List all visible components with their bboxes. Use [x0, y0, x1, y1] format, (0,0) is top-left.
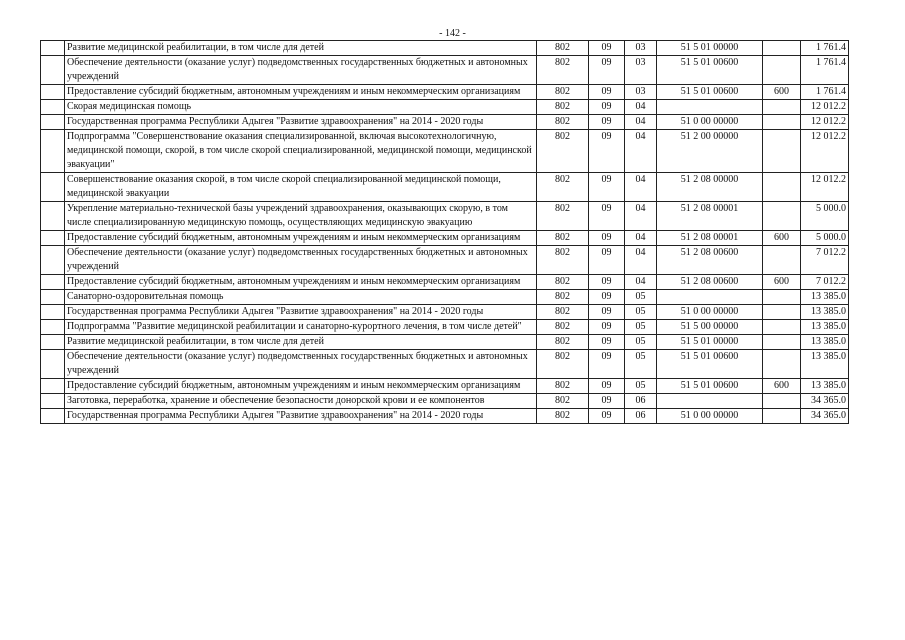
department-code-cell: 802: [537, 394, 589, 409]
department-code-cell: 802: [537, 350, 589, 379]
item-name-cell: Заготовка, переработка, хранение и обеспечение безопасности донорской крови и ее компонентов: [65, 394, 537, 409]
expense-type-cell: [763, 305, 801, 320]
amount-cell: 1 761.4: [801, 41, 849, 56]
amount-cell: 13 385.0: [801, 379, 849, 394]
table-row: [41, 173, 849, 202]
department-code-cell: 802: [537, 335, 589, 350]
row-margin-cell: [41, 409, 65, 424]
amount-cell: 13 385.0: [801, 320, 849, 335]
department-code-cell: 802: [537, 130, 589, 173]
target-article-cell: 51 5 01 00000: [657, 41, 763, 56]
subsection-code-cell: 05: [625, 320, 657, 335]
amount-cell: 7 012.2: [801, 275, 849, 290]
amount-cell: 12 012.2: [801, 130, 849, 173]
subsection-code-cell: 04: [625, 100, 657, 115]
department-code-cell: 802: [537, 305, 589, 320]
target-article-cell: 51 2 08 00600: [657, 275, 763, 290]
section-code-cell: 09: [589, 409, 625, 424]
section-code-cell: 09: [589, 173, 625, 202]
target-article-cell: 51 2 08 00001: [657, 231, 763, 246]
subsection-code-cell: 04: [625, 246, 657, 275]
section-code-cell: 09: [589, 290, 625, 305]
table-row: [41, 231, 849, 246]
row-margin-cell: [41, 394, 65, 409]
department-code-cell: 802: [537, 320, 589, 335]
expense-type-cell: [763, 335, 801, 350]
row-margin-cell: [41, 56, 65, 85]
item-name-cell: Совершенствование оказания скорой, в том числе скорой специализированной медицинской помощи, медицинской эвакуации: [65, 173, 537, 202]
item-name-cell: Государственная программа Республики Адыгея "Развитие здравоохранения" на 2014 - 2020 годы: [65, 115, 537, 130]
amount-cell: 34 365.0: [801, 409, 849, 424]
table-row: [41, 320, 849, 335]
table-row: [41, 115, 849, 130]
section-code-cell: 09: [589, 202, 625, 231]
item-name-cell: Обеспечение деятельности (оказание услуг) подведомственных государственных бюджетных и автономных учреждений: [65, 246, 537, 275]
target-article-cell: 51 5 00 00000: [657, 320, 763, 335]
table-row: [41, 100, 849, 115]
table-row: [41, 202, 849, 231]
item-name-cell: Укрепление материально-технической базы учреждений здравоохранения, оказывающих скорую, в том числе специализированную медицинскую помощь, осуществляющих медицинскую эвакуацию: [65, 202, 537, 231]
target-article-cell: 51 2 00 00000: [657, 130, 763, 173]
expense-type-cell: [763, 246, 801, 275]
section-code-cell: 09: [589, 115, 625, 130]
row-margin-cell: [41, 100, 65, 115]
subsection-code-cell: 04: [625, 231, 657, 246]
subsection-code-cell: 04: [625, 275, 657, 290]
department-code-cell: 802: [537, 202, 589, 231]
target-article-cell: 51 2 08 00000: [657, 173, 763, 202]
section-code-cell: 09: [589, 231, 625, 246]
row-margin-cell: [41, 305, 65, 320]
item-name-cell: Предоставление субсидий бюджетным, автономным учреждениям и иным некоммерческим организациям: [65, 275, 537, 290]
section-code-cell: 09: [589, 246, 625, 275]
expense-type-cell: 600: [763, 85, 801, 100]
department-code-cell: 802: [537, 115, 589, 130]
row-margin-cell: [41, 350, 65, 379]
item-name-cell: Предоставление субсидий бюджетным, автономным учреждениям и иным некоммерческим организациям: [65, 85, 537, 100]
target-article-cell: 51 0 00 00000: [657, 115, 763, 130]
item-name-cell: Государственная программа Республики Адыгея "Развитие здравоохранения" на 2014 - 2020 годы: [65, 305, 537, 320]
row-margin-cell: [41, 85, 65, 100]
subsection-code-cell: 06: [625, 409, 657, 424]
amount-cell: 1 761.4: [801, 85, 849, 100]
amount-cell: 13 385.0: [801, 350, 849, 379]
table-row: [41, 335, 849, 350]
table-row: [41, 305, 849, 320]
table-body: [41, 41, 849, 424]
amount-cell: 12 012.2: [801, 115, 849, 130]
expense-type-cell: [763, 130, 801, 173]
department-code-cell: 802: [537, 100, 589, 115]
amount-cell: 7 012.2: [801, 246, 849, 275]
expense-type-cell: [763, 202, 801, 231]
section-code-cell: 09: [589, 56, 625, 85]
expense-type-cell: [763, 41, 801, 56]
row-margin-cell: [41, 173, 65, 202]
expense-type-cell: [763, 350, 801, 379]
target-article-cell: [657, 100, 763, 115]
subsection-code-cell: 05: [625, 305, 657, 320]
amount-cell: 13 385.0: [801, 305, 849, 320]
row-margin-cell: [41, 41, 65, 56]
section-code-cell: 09: [589, 41, 625, 56]
department-code-cell: 802: [537, 275, 589, 290]
subsection-code-cell: 03: [625, 85, 657, 100]
row-margin-cell: [41, 379, 65, 394]
department-code-cell: 802: [537, 231, 589, 246]
target-article-cell: [657, 394, 763, 409]
expense-type-cell: [763, 56, 801, 85]
item-name-cell: Подпрограмма "Совершенствование оказания специализированной, включая высокотехнологичную, медицинской помощи, скорой, в том числе скорой специализированной, медицинской помощи, медицинской эвакуации": [65, 130, 537, 173]
department-code-cell: 802: [537, 246, 589, 275]
subsection-code-cell: 05: [625, 335, 657, 350]
subsection-code-cell: 04: [625, 115, 657, 130]
target-article-cell: 51 0 00 00000: [657, 305, 763, 320]
subsection-code-cell: 05: [625, 379, 657, 394]
subsection-code-cell: 05: [625, 350, 657, 379]
amount-cell: 5 000.0: [801, 202, 849, 231]
expense-type-cell: [763, 115, 801, 130]
row-margin-cell: [41, 246, 65, 275]
section-code-cell: 09: [589, 350, 625, 379]
expense-type-cell: [763, 100, 801, 115]
item-name-cell: Предоставление субсидий бюджетным, автономным учреждениям и иным некоммерческим организациям: [65, 231, 537, 246]
expense-type-cell: [763, 320, 801, 335]
item-name-cell: Обеспечение деятельности (оказание услуг) подведомственных государственных бюджетных и автономных учреждений: [65, 56, 537, 85]
item-name-cell: Санаторно-оздоровительная помощь: [65, 290, 537, 305]
row-margin-cell: [41, 231, 65, 246]
target-article-cell: [657, 290, 763, 305]
department-code-cell: 802: [537, 41, 589, 56]
row-margin-cell: [41, 290, 65, 305]
item-name-cell: Обеспечение деятельности (оказание услуг) подведомственных государственных бюджетных и автономных учреждений: [65, 350, 537, 379]
expense-type-cell: [763, 409, 801, 424]
table-row: [41, 290, 849, 305]
target-article-cell: 51 5 01 00600: [657, 85, 763, 100]
table-row: [41, 275, 849, 290]
budget-table: [40, 40, 849, 424]
section-code-cell: 09: [589, 335, 625, 350]
target-article-cell: 51 5 01 00600: [657, 350, 763, 379]
section-code-cell: 09: [589, 275, 625, 290]
section-code-cell: 09: [589, 130, 625, 173]
subsection-code-cell: 03: [625, 56, 657, 85]
department-code-cell: 802: [537, 173, 589, 202]
row-margin-cell: [41, 115, 65, 130]
amount-cell: 34 365.0: [801, 394, 849, 409]
item-name-cell: Развитие медицинской реабилитации, в том числе для детей: [65, 335, 537, 350]
row-margin-cell: [41, 335, 65, 350]
item-name-cell: Государственная программа Республики Адыгея "Развитие здравоохранения" на 2014 - 2020 годы: [65, 409, 537, 424]
amount-cell: 13 385.0: [801, 290, 849, 305]
target-article-cell: 51 5 01 00000: [657, 335, 763, 350]
target-article-cell: 51 2 08 00001: [657, 202, 763, 231]
section-code-cell: 09: [589, 100, 625, 115]
table-row: [41, 350, 849, 379]
subsection-code-cell: 04: [625, 130, 657, 173]
department-code-cell: 802: [537, 409, 589, 424]
item-name-cell: Скорая медицинская помощь: [65, 100, 537, 115]
expense-type-cell: [763, 173, 801, 202]
section-code-cell: 09: [589, 320, 625, 335]
amount-cell: 12 012.2: [801, 100, 849, 115]
target-article-cell: 51 0 00 00000: [657, 409, 763, 424]
section-code-cell: 09: [589, 394, 625, 409]
row-margin-cell: [41, 130, 65, 173]
amount-cell: 13 385.0: [801, 335, 849, 350]
table-row: [41, 379, 849, 394]
item-name-cell: Предоставление субсидий бюджетным, автономным учреждениям и иным некоммерческим организациям: [65, 379, 537, 394]
section-code-cell: 09: [589, 379, 625, 394]
table-row: [41, 85, 849, 100]
item-name-cell: Подпрограмма "Развитие медицинской реабилитации и санаторно-курортного лечения, в том числе детей": [65, 320, 537, 335]
expense-type-cell: 600: [763, 379, 801, 394]
page-number: - 142 -: [439, 28, 466, 39]
amount-cell: 5 000.0: [801, 231, 849, 246]
row-margin-cell: [41, 202, 65, 231]
expense-type-cell: 600: [763, 231, 801, 246]
department-code-cell: 802: [537, 85, 589, 100]
subsection-code-cell: 03: [625, 41, 657, 56]
target-article-cell: 51 2 08 00600: [657, 246, 763, 275]
table-row: [41, 41, 849, 56]
amount-cell: 12 012.2: [801, 173, 849, 202]
row-margin-cell: [41, 275, 65, 290]
target-article-cell: 51 5 01 00600: [657, 56, 763, 85]
amount-cell: 1 761.4: [801, 56, 849, 85]
row-margin-cell: [41, 320, 65, 335]
table-row: [41, 394, 849, 409]
subsection-code-cell: 04: [625, 202, 657, 231]
expense-type-cell: [763, 290, 801, 305]
department-code-cell: 802: [537, 290, 589, 305]
section-code-cell: 09: [589, 305, 625, 320]
expense-type-cell: [763, 394, 801, 409]
department-code-cell: 802: [537, 56, 589, 85]
table-row: [41, 246, 849, 275]
expense-type-cell: 600: [763, 275, 801, 290]
subsection-code-cell: 06: [625, 394, 657, 409]
target-article-cell: 51 5 01 00600: [657, 379, 763, 394]
item-name-cell: Развитие медицинской реабилитации, в том числе для детей: [65, 41, 537, 56]
table-row: [41, 409, 849, 424]
table-row: [41, 130, 849, 173]
subsection-code-cell: 04: [625, 173, 657, 202]
department-code-cell: 802: [537, 379, 589, 394]
subsection-code-cell: 05: [625, 290, 657, 305]
section-code-cell: 09: [589, 85, 625, 100]
table-row: [41, 56, 849, 85]
